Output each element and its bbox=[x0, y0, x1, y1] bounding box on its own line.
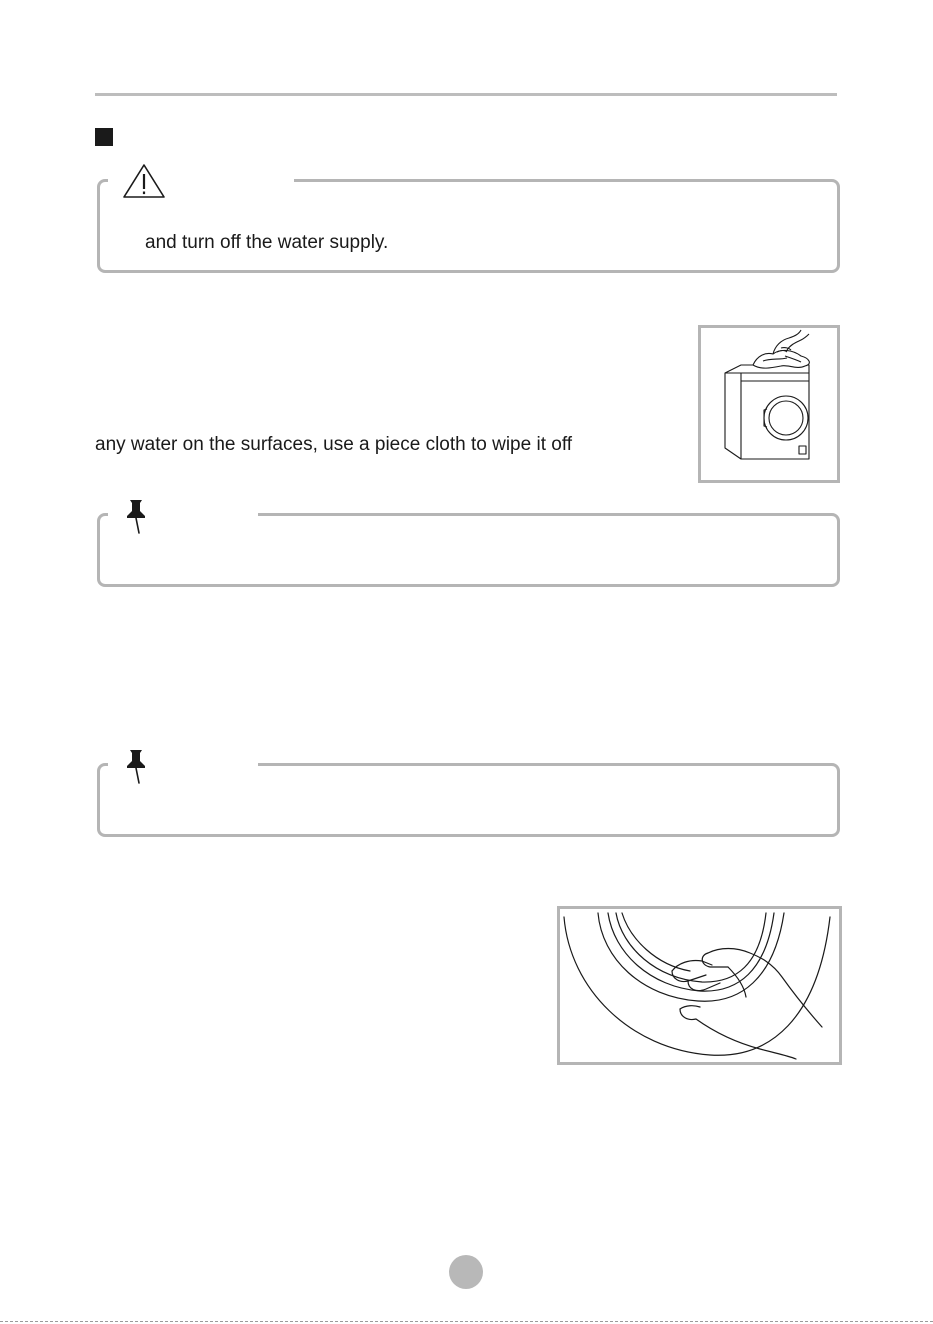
door-seal-figure bbox=[557, 906, 842, 1065]
section-marker bbox=[95, 128, 113, 146]
page-number-disc bbox=[449, 1255, 483, 1289]
warning-box bbox=[97, 179, 840, 273]
warning-text-line: and turn off the water supply. bbox=[145, 232, 389, 253]
header-rule bbox=[95, 93, 837, 96]
door-seal-hand-illustration-icon bbox=[560, 909, 839, 1062]
washer-wipe-figure bbox=[698, 325, 840, 483]
note-box-1 bbox=[97, 513, 840, 587]
note-box-2 bbox=[97, 763, 840, 837]
pushpin-icon bbox=[120, 747, 154, 785]
warning-triangle-icon bbox=[121, 162, 167, 200]
washer-wipe-illustration-icon bbox=[701, 328, 837, 480]
cleaning-text-line: any water on the surfaces, use a piece cloth to wipe it off bbox=[95, 434, 573, 455]
pushpin-icon bbox=[120, 497, 154, 535]
page-edge bbox=[0, 1321, 933, 1322]
